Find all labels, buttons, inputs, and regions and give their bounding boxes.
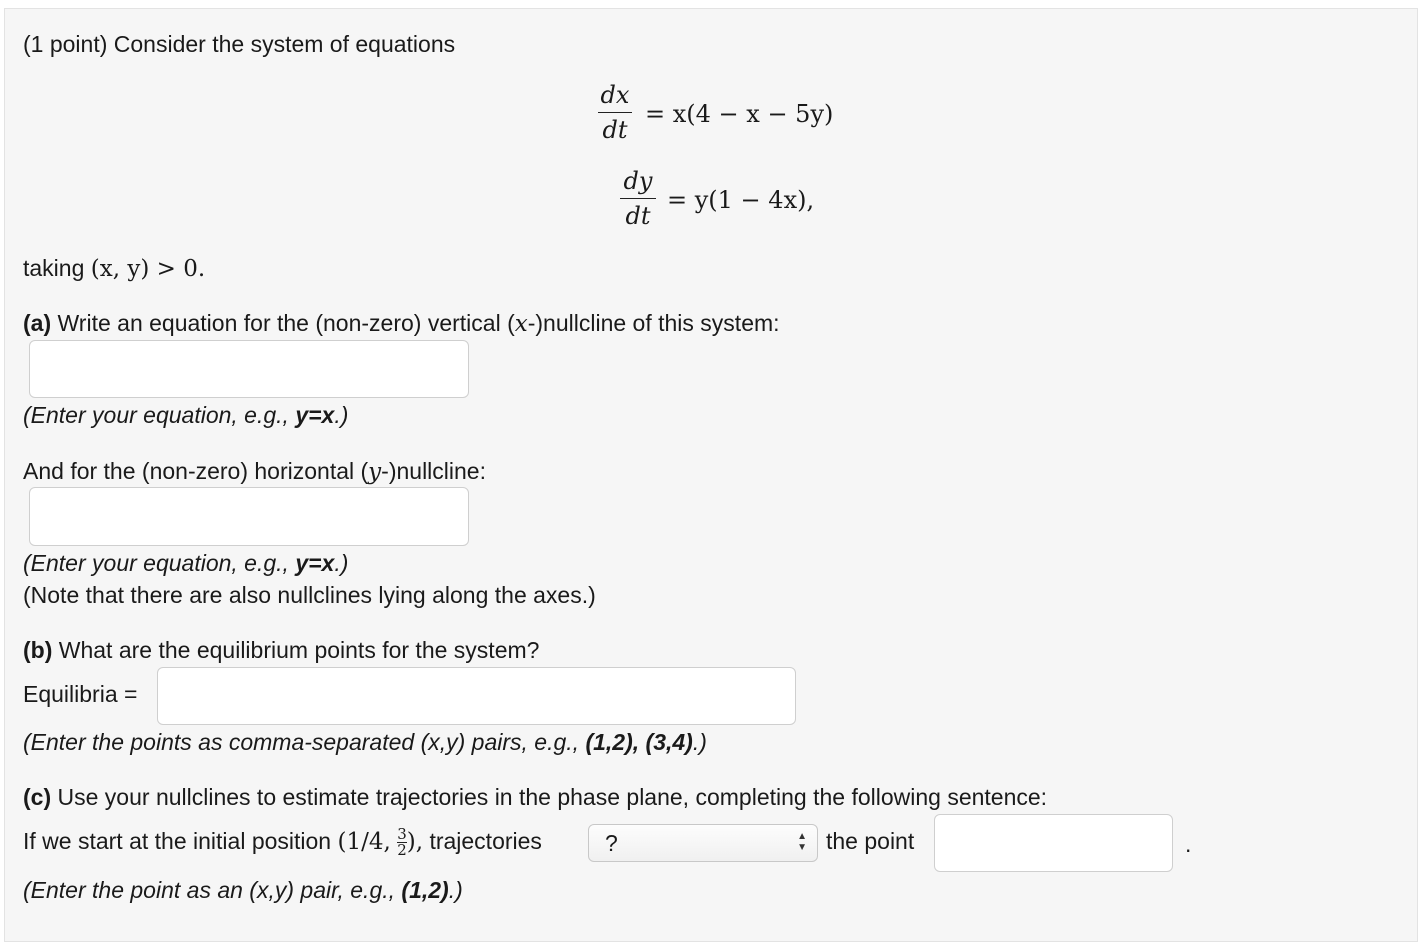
sentence-start: If we start at the initial position — [23, 828, 332, 854]
trajectory-direction-select[interactable] — [588, 824, 818, 862]
part-b-hint-text: (Enter the points as comma-separated (x,y) pairs, e.g., — [23, 729, 586, 755]
initial-position-open: (1/4, — [337, 829, 391, 855]
hint-example: y=x — [295, 402, 335, 428]
eq1-rhs: = x(4 − x − 5y) — [645, 100, 834, 128]
part-a-var: x — [514, 311, 528, 337]
part-a-note: (Note that there are also nullclines lying along the axes.) — [23, 582, 596, 608]
eq2-fraction — [620, 167, 656, 230]
select-value: ? — [605, 830, 618, 856]
part-a-question-text: Write an equation for the (non-zero) vertical ( — [57, 310, 515, 336]
initial-position-close: ), — [406, 829, 424, 855]
vertical-nullcline-input[interactable] — [29, 340, 469, 398]
part-b-hint — [23, 728, 707, 756]
part-b-label: (b) — [23, 637, 53, 663]
part-a-question2 — [23, 457, 486, 486]
part-c-sentence — [23, 827, 542, 858]
initial-position-fraction — [397, 827, 407, 858]
fraction-denominator: 2 — [397, 841, 407, 860]
hint-end: .) — [334, 402, 349, 428]
eq2-numerator: dy — [623, 167, 653, 195]
hint2-example: y=x — [295, 550, 335, 576]
taking-math: (x, y) > 0. — [90, 256, 206, 282]
part-a-hint2 — [23, 549, 348, 577]
eq1-fraction — [598, 81, 632, 144]
eq2-rhs: = y(1 − 4x), — [667, 186, 815, 214]
intro-text: (1 point) Consider the system of equations — [23, 31, 456, 57]
question2-text: And for the (non-zero) horizontal ( — [23, 458, 369, 484]
endpoint-input[interactable] — [934, 814, 1173, 872]
the-point-label: the point — [826, 828, 915, 854]
part-a-question — [23, 309, 780, 338]
question2-var: y — [368, 459, 382, 485]
part-a-label: (a) — [23, 310, 52, 336]
part-c-label: (c) — [23, 784, 52, 810]
part-c-question — [23, 783, 1047, 811]
part-c-hint-end: .) — [448, 877, 463, 903]
hint2-end: .) — [334, 550, 349, 576]
hint-text: (Enter your equation, e.g., — [23, 402, 296, 428]
equilibria-label: Equilibria = — [23, 681, 138, 707]
equilibria-input[interactable] — [157, 667, 796, 725]
part-a-hint — [23, 401, 348, 429]
part-c-question-text: Use your nullclines to estimate trajectories in the phase plane, completing the following sentence: — [57, 784, 1048, 810]
taking-line — [23, 254, 205, 283]
part-c-hint — [23, 876, 463, 904]
part-a-question-end: -)nullcline of this system: — [527, 310, 780, 336]
fraction-numerator: 3 — [397, 825, 407, 844]
part-c-hint-text: (Enter the point as an (x,y) pair, e.g., — [23, 877, 402, 903]
select-arrows-icon: ▲ ▼ — [797, 831, 807, 853]
part-b-question-text: What are the equilibrium points for the system? — [58, 637, 540, 663]
horizontal-nullcline-input[interactable] — [29, 487, 469, 546]
eq1-numerator: dx — [600, 81, 630, 109]
hint2-text: (Enter your equation, e.g., — [23, 550, 296, 576]
sentence-period: . — [1185, 831, 1192, 857]
trajectories-word: trajectories — [429, 828, 542, 854]
part-b-question — [23, 636, 539, 664]
taking-label: taking — [23, 255, 85, 281]
part-b-hint-end: .) — [692, 729, 707, 755]
question2-end: -)nullcline: — [381, 458, 486, 484]
eq2-denominator: dt — [625, 202, 651, 230]
part-b-hint-example: (1,2), (3,4) — [585, 729, 693, 755]
eq1-denominator: dt — [602, 116, 628, 144]
part-c-hint-example: (1,2) — [401, 877, 449, 903]
